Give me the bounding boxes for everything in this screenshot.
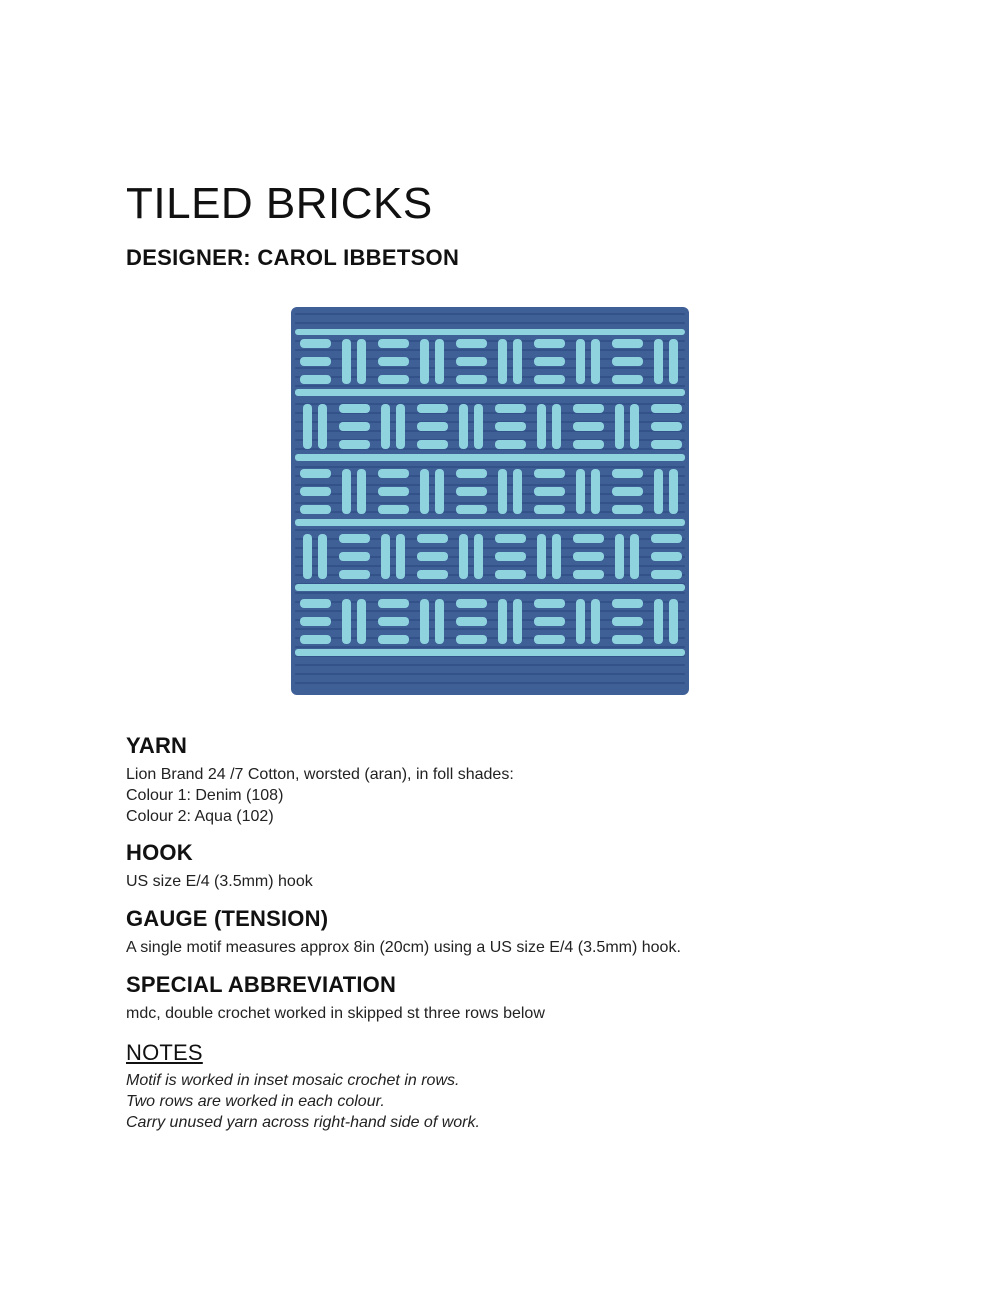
- stitch-row: [295, 664, 685, 666]
- tile-bar-horizontal: [612, 635, 643, 644]
- yarn-line: Colour 2: Aqua (102): [126, 808, 274, 825]
- tile-bar-vertical: [342, 599, 351, 644]
- tile-bar-vertical: [303, 404, 312, 449]
- tile-bar-vertical: [357, 339, 366, 384]
- tile-bar-horizontal: [456, 487, 487, 496]
- tile-bar-horizontal: [456, 339, 487, 348]
- tile-bar-vertical: [513, 599, 522, 644]
- stitch-row: [295, 349, 685, 351]
- notes-text: [126, 1070, 480, 1133]
- tile-bar-vertical: [537, 404, 546, 449]
- tile-bar-vertical: [342, 339, 351, 384]
- tile-bar-vertical: [669, 469, 678, 514]
- stitch-row: [295, 610, 685, 612]
- tile-bar-horizontal: [300, 357, 331, 366]
- stitch-row: [295, 385, 685, 387]
- tile-bar-horizontal: [495, 440, 526, 449]
- stitch-row: [295, 484, 685, 486]
- tile-bar-horizontal: [456, 635, 487, 644]
- designer-credit: DESIGNER: CAROL IBBETSON: [126, 245, 460, 270]
- tile-bar-horizontal: [456, 617, 487, 626]
- tile-bar-horizontal: [456, 599, 487, 608]
- tile-bar-horizontal: [300, 469, 331, 478]
- tile-bar-horizontal: [378, 375, 409, 384]
- tile-bar-horizontal: [612, 469, 643, 478]
- tile-bar-vertical: [381, 404, 390, 449]
- abbreviation-text: [126, 1003, 545, 1024]
- tile-bar-horizontal: [573, 552, 604, 561]
- tile-bar-vertical: [435, 339, 444, 384]
- stitch-row: [295, 673, 685, 675]
- gauge-line: A single motif measures approx 8in (20cm) using a US size E/4 (3.5mm) hook.: [126, 939, 681, 956]
- stitch-row: [295, 565, 685, 567]
- tile-bar-horizontal: [612, 617, 643, 626]
- notes-line: Motif is worked in inset mosaic crochet in rows.: [126, 1072, 460, 1089]
- tile-bar-horizontal: [339, 404, 370, 413]
- tile-bar-horizontal: [573, 570, 604, 579]
- tile-bar-vertical: [303, 534, 312, 579]
- tile-bar-horizontal: [534, 339, 565, 348]
- stitch-row: [295, 313, 685, 315]
- tile-bar-horizontal: [378, 505, 409, 514]
- tile-bar-vertical: [474, 404, 483, 449]
- stitch-row: [295, 502, 685, 504]
- tile-bar-horizontal: [456, 505, 487, 514]
- notes-line: Carry unused yarn across right-hand side of work.: [126, 1114, 480, 1131]
- tile-bar-horizontal: [300, 487, 331, 496]
- tile-bar-vertical: [654, 599, 663, 644]
- stitch-row: [295, 529, 685, 531]
- tile-bar-horizontal: [612, 357, 643, 366]
- stitch-row: [295, 682, 685, 684]
- tile-bar-horizontal: [378, 617, 409, 626]
- tile-bar-vertical: [498, 469, 507, 514]
- gauge-heading: GAUGE (TENSION): [126, 906, 329, 931]
- tile-bar-vertical: [420, 339, 429, 384]
- tile-bar-vertical: [435, 469, 444, 514]
- tile-bar-horizontal: [612, 375, 643, 384]
- tile-bar-horizontal: [612, 487, 643, 496]
- tile-bar-vertical: [381, 534, 390, 579]
- tile-bar-vertical: [498, 599, 507, 644]
- tile-bar-vertical: [318, 534, 327, 579]
- tile-bar-horizontal: [417, 570, 448, 579]
- tile-bar-horizontal: [495, 534, 526, 543]
- tile-bar-vertical: [576, 469, 585, 514]
- tile-bar-horizontal: [651, 570, 682, 579]
- tile-bar-vertical: [576, 599, 585, 644]
- tile-bar-horizontal: [339, 570, 370, 579]
- tile-bar-horizontal: [612, 339, 643, 348]
- tile-bar-horizontal: [534, 487, 565, 496]
- tile-bar-vertical: [435, 599, 444, 644]
- tile-bar-horizontal: [495, 422, 526, 431]
- tile-bar-vertical: [396, 404, 405, 449]
- tile-bar-horizontal: [300, 635, 331, 644]
- abbreviation-heading: SPECIAL ABBREVIATION: [126, 972, 397, 997]
- tile-bar-horizontal: [612, 505, 643, 514]
- tile-bar-vertical: [576, 339, 585, 384]
- tile-bar-horizontal: [378, 635, 409, 644]
- tile-bar-vertical: [552, 534, 561, 579]
- tile-bar-horizontal: [300, 375, 331, 384]
- stitch-row: [295, 628, 685, 630]
- tile-bar-vertical: [420, 599, 429, 644]
- tile-bar-vertical: [654, 339, 663, 384]
- tile-bar-horizontal: [534, 617, 565, 626]
- tile-bar-horizontal: [651, 404, 682, 413]
- stitch-row: [295, 547, 685, 549]
- yarn-line: Colour 1: Denim (108): [126, 787, 284, 804]
- tile-bar-vertical: [630, 404, 639, 449]
- tile-bar-vertical: [630, 534, 639, 579]
- stitch-row: [295, 322, 685, 324]
- gauge-text: [126, 937, 681, 958]
- tile-bar-horizontal: [534, 599, 565, 608]
- tile-bar-horizontal: [378, 599, 409, 608]
- tile-bar-vertical: [318, 404, 327, 449]
- tile-bar-horizontal: [456, 357, 487, 366]
- tile-bar-vertical: [357, 469, 366, 514]
- hook-line: US size E/4 (3.5mm) hook: [126, 873, 313, 890]
- aqua-stripe: [295, 329, 685, 335]
- stitch-row: [295, 466, 685, 468]
- tile-bar-vertical: [420, 469, 429, 514]
- tile-bar-horizontal: [300, 339, 331, 348]
- tile-bar-vertical: [459, 404, 468, 449]
- tile-bar-vertical: [513, 469, 522, 514]
- tile-bar-vertical: [669, 599, 678, 644]
- hook-text: [126, 871, 313, 892]
- tile-bar-vertical: [537, 534, 546, 579]
- aqua-stripe: [295, 519, 685, 526]
- tile-bar-vertical: [669, 339, 678, 384]
- tile-bar-horizontal: [573, 404, 604, 413]
- tile-bar-horizontal: [456, 375, 487, 384]
- tile-bar-horizontal: [651, 552, 682, 561]
- yarn-line: Lion Brand 24 /7 Cotton, worsted (aran), in foll shades:: [126, 766, 514, 783]
- tile-bar-horizontal: [378, 339, 409, 348]
- aqua-stripe: [295, 454, 685, 461]
- tile-bar-vertical: [342, 469, 351, 514]
- tile-bar-vertical: [396, 534, 405, 579]
- tile-bar-horizontal: [573, 422, 604, 431]
- tile-bar-horizontal: [534, 505, 565, 514]
- tile-bar-vertical: [513, 339, 522, 384]
- tile-bar-vertical: [591, 339, 600, 384]
- tile-bar-horizontal: [339, 440, 370, 449]
- tile-bar-horizontal: [534, 375, 565, 384]
- tile-bar-vertical: [552, 404, 561, 449]
- tile-bar-horizontal: [300, 505, 331, 514]
- crochet-swatch-image: [291, 307, 689, 695]
- tile-bar-horizontal: [651, 534, 682, 543]
- yarn-text: [126, 764, 514, 827]
- tile-bar-horizontal: [495, 404, 526, 413]
- tile-bar-horizontal: [534, 357, 565, 366]
- tile-bar-horizontal: [573, 440, 604, 449]
- tile-bar-horizontal: [573, 534, 604, 543]
- stitch-row: [295, 646, 685, 648]
- tile-bar-horizontal: [417, 552, 448, 561]
- tile-bar-horizontal: [339, 422, 370, 431]
- hook-heading: HOOK: [126, 840, 193, 865]
- yarn-heading: YARN: [126, 733, 188, 758]
- aqua-stripe: [295, 584, 685, 591]
- stitch-row: [295, 592, 685, 594]
- tile-bar-vertical: [498, 339, 507, 384]
- tile-bar-horizontal: [417, 440, 448, 449]
- tile-bar-vertical: [357, 599, 366, 644]
- tile-bar-horizontal: [339, 552, 370, 561]
- abbreviation-line: mdc, double crochet worked in skipped st three rows below: [126, 1005, 545, 1022]
- notes-heading: NOTES: [126, 1040, 203, 1065]
- tile-bar-vertical: [591, 599, 600, 644]
- tile-bar-horizontal: [378, 487, 409, 496]
- tile-bar-vertical: [459, 534, 468, 579]
- tile-bar-horizontal: [651, 422, 682, 431]
- tile-bar-horizontal: [534, 469, 565, 478]
- tile-bar-vertical: [615, 534, 624, 579]
- tile-bar-horizontal: [612, 599, 643, 608]
- pattern-title: TILED BRICKS: [126, 179, 433, 228]
- notes-line: Two rows are worked in each colour.: [126, 1093, 385, 1110]
- tile-bar-vertical: [474, 534, 483, 579]
- tile-bar-vertical: [591, 469, 600, 514]
- tile-bar-horizontal: [417, 422, 448, 431]
- tile-bar-horizontal: [651, 440, 682, 449]
- tile-bar-horizontal: [495, 552, 526, 561]
- aqua-stripe: [295, 389, 685, 396]
- tile-bar-horizontal: [456, 469, 487, 478]
- tile-bar-horizontal: [534, 635, 565, 644]
- tile-bar-vertical: [615, 404, 624, 449]
- tile-bar-horizontal: [339, 534, 370, 543]
- tile-bar-horizontal: [300, 599, 331, 608]
- tile-bar-horizontal: [495, 570, 526, 579]
- tile-bar-horizontal: [300, 617, 331, 626]
- tile-bar-vertical: [654, 469, 663, 514]
- aqua-stripe: [295, 649, 685, 656]
- tile-bar-horizontal: [417, 534, 448, 543]
- tile-bar-horizontal: [378, 469, 409, 478]
- tile-bar-horizontal: [378, 357, 409, 366]
- tile-bar-horizontal: [417, 404, 448, 413]
- stitch-row: [295, 367, 685, 369]
